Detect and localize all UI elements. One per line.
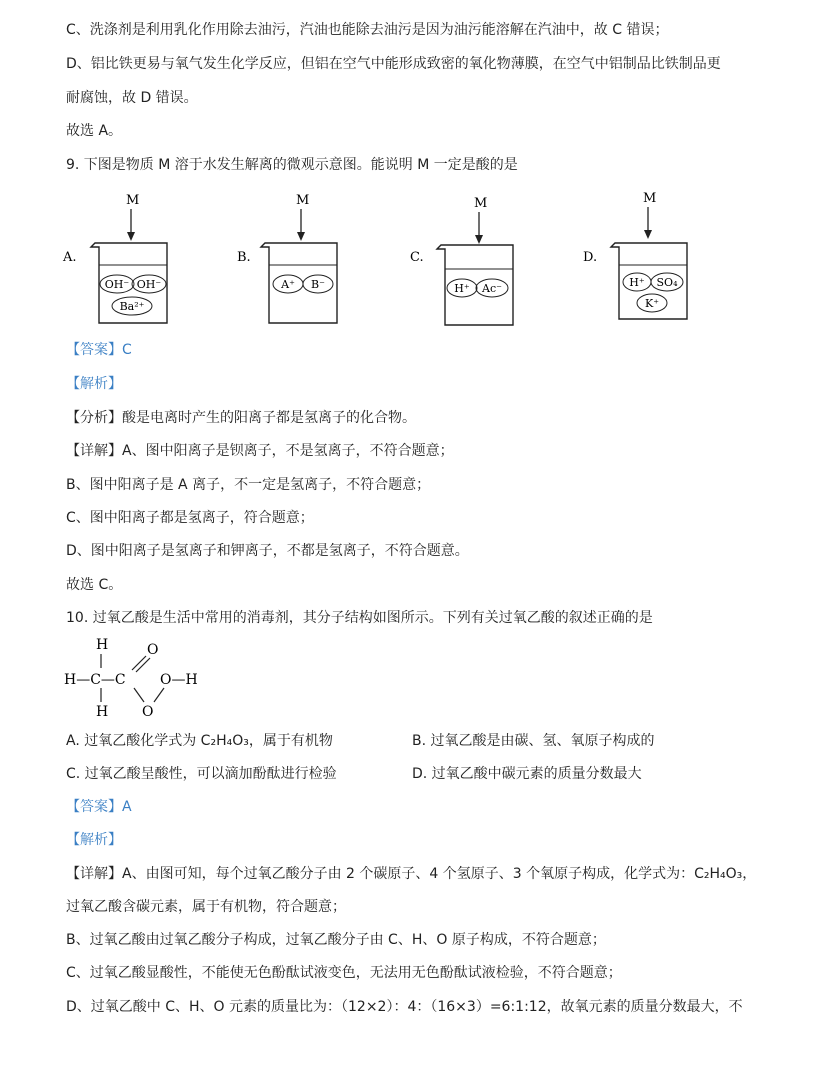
q9-beaker-figure (55, 185, 705, 335)
q9-detail-a: 【详解】A、图中阳离子是钡离子，不是氢离子，不符合题意； (66, 443, 454, 459)
q8-conclusion: 故选 A。 (66, 123, 123, 139)
atom-h-bottom: H (96, 704, 109, 720)
beaker-option-b (237, 193, 337, 323)
q9-detail-c: C、图中阳离子都是氢离子，符合题意； (66, 510, 314, 526)
q8-option-d-explanation: D、铝比铁更易与氧气发生化学反应，但铝在空气中能形成致密的氧化物薄膜，在空气中铝制品比铁制品更 (66, 56, 721, 72)
atom-o-h: O—H (160, 672, 198, 688)
atom-o-ring: O (142, 704, 154, 720)
q9-detail-b: B、图中阳离子是 A 离子，不一定是氢离子，不符合题意； (66, 477, 431, 493)
ion-a-3: Ba²⁺ (119, 300, 145, 313)
substance-label-b: M (296, 193, 310, 208)
atom-o-double: O (147, 642, 159, 658)
q10-option-c: C. 过氧乙酸呈酸性，可以滴加酚酞进行检验 (66, 766, 337, 782)
q9-conclusion: 故选 C。 (66, 577, 123, 593)
ion-d-2: SO₄ (656, 276, 678, 289)
atom-h-top: H (96, 637, 109, 653)
ion-c-2: Ac⁻ (482, 282, 502, 295)
option-letter-c: C. (410, 250, 424, 265)
beaker-option-a (62, 193, 167, 323)
q10-option-d: D. 过氧乙酸中碳元素的质量分数最大 (412, 766, 642, 782)
q8-option-c-explanation: C、洗涤剂是利用乳化作用除去油污，汽油也能除去油污是因为油污能溶解在汽油中，故 C 错误； (66, 22, 669, 38)
q9-stem: 9. 下图是物质 M 溶于水发生解离的微观示意图。能说明 M 一定是酸的是 (66, 157, 518, 173)
ion-a-2: OH⁻ (136, 278, 162, 291)
substance-label-d: M (643, 191, 657, 206)
q10-detail-a-cont: 过氧乙酸含碳元素，属于有机物，符合题意； (66, 899, 346, 915)
option-letter-a: A. (63, 250, 77, 265)
substance-label-c: M (474, 196, 488, 211)
ion-b-1: A⁺ (281, 278, 295, 291)
peracetic-acid-structure (60, 632, 220, 722)
q10-analysis-label: 【解析】 (66, 832, 122, 848)
ion-c-1: H⁺ (454, 282, 470, 295)
q9-analysis-label: 【解析】 (66, 376, 122, 392)
q10-detail-d: D、过氧乙酸中 C、H、O 元素的质量比为：（12×2）：4：（16×3）=6:1:12，故氧元素的质量分数最大，不 (66, 999, 743, 1015)
ion-b-2: B⁻ (311, 278, 325, 291)
beaker-option-d (583, 191, 687, 319)
q9-detail-d: D、图中阳离子是氢离子和钾离子，不都是氢离子，不符合题意。 (66, 543, 469, 559)
q10-detail-c: C、过氧乙酸显酸性，不能使无色酚酞试液变色，无法用无色酚酞试液检验，不符合题意； (66, 965, 622, 981)
q10-option-a: A. 过氧乙酸化学式为 C₂H₄O₃，属于有机物 (66, 733, 333, 749)
q10-answer: 【答案】A (66, 799, 132, 815)
q8-option-d-explanation-cont: 耐腐蚀，故 D 错误。 (66, 90, 198, 106)
ion-d-3: K⁺ (644, 297, 660, 310)
option-letter-b: B. (237, 250, 251, 265)
q9-fenxi: 【分析】酸是电离时产生的阳离子都是氢离子的化合物。 (66, 410, 416, 426)
beaker-option-c (410, 196, 513, 325)
substance-label-a: M (126, 193, 140, 208)
q10-detail-b: B、过氧乙酸由过氧乙酸分子构成，过氧乙酸分子由 C、H、O 原子构成，不符合题意； (66, 932, 606, 948)
ion-d-1: H⁺ (629, 276, 645, 289)
q10-detail-a: 【详解】A、由图可知，每个过氧乙酸分子由 2 个碳原子、4 个氢原子、3 个氧原子构成，化学式为：C₂H₄O₃， (66, 866, 757, 882)
q10-option-b: B. 过氧乙酸是由碳、氢、氧原子构成的 (412, 733, 655, 749)
option-letter-d: D. (583, 250, 598, 265)
atom-h-c-c: H—C—C (64, 672, 126, 688)
q10-stem: 10. 过氧乙酸是生活中常用的消毒剂，其分子结构如图所示。下列有关过氧乙酸的叙述正确的是 (66, 610, 653, 626)
q9-answer: 【答案】C (66, 342, 132, 358)
ion-a-1: OH⁻ (104, 278, 130, 291)
